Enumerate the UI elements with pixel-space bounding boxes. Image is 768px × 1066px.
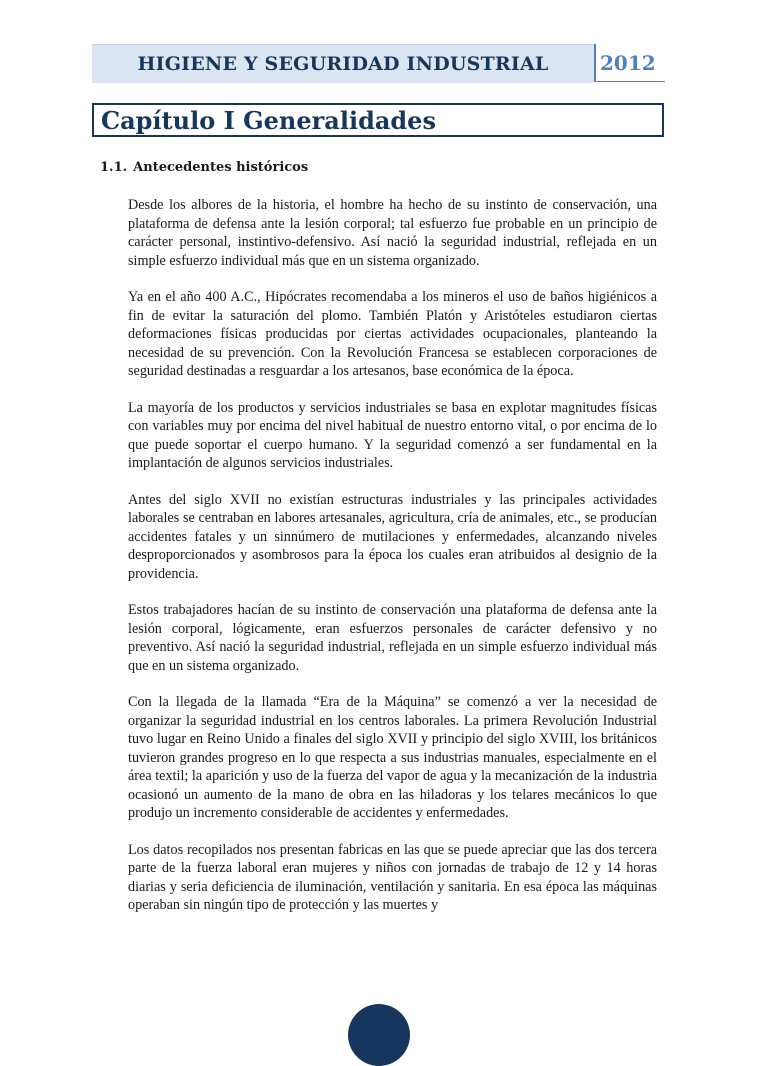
paragraph: La mayoría de los productos y servicios industriales se basa en explotar magnitudes físicas con variables muy por encima del nivel habitual de nuestro entorno vital, o por encima de lo que puede soportar el cuerpo humano. Y la seguridad comenzó a ser fundamental en la implantación de algunos servicios industriales. xyxy=(128,399,657,471)
header-rule xyxy=(596,81,665,82)
header-title-band xyxy=(92,44,594,83)
header-year: 2012 xyxy=(600,51,656,75)
section-heading xyxy=(100,160,308,175)
page-header xyxy=(92,44,665,82)
header-title: HIGIENE Y SEGURIDAD INDUSTRIAL xyxy=(137,53,549,75)
paragraph: Los datos recopilados nos presentan fabricas en las que se puede apreciar que las dos tercera parte de la fuerza laboral eran mujeres y niños con jornadas de trabajo de 12 y 14 horas diarias y seria deficiencia de iluminación, ventilación y sanitaria. En esa época las máquinas operaban sin ningún tipo de protección y las muertes y xyxy=(128,841,657,913)
section-title: Antecedentes históricos xyxy=(133,160,309,175)
header-divider xyxy=(594,44,596,82)
paragraph: Desde los albores de la historia, el hombre ha hecho de su instinto de conservación, una plataforma de defensa ante la lesión corporal; tal esfuerzo fue probable en un principio de carácter personal, instintivo-defensivo. Así nació la seguridad industrial, reflejada en un simple esfuerzo individual más que en un sistema organizado. xyxy=(128,197,657,269)
paragraph: Antes del siglo XVII no existían estructuras industriales y las principales actividades laborales se centraban en labores artesanales, agricultura, cría de animales, etc., se producían accidentes fatales y un sinnúmero de mutilaciones y enfermedades, alcanzando niveles desproporcionados y asombrosos para la época los cuales eran atribuidos al designio de la providencia. xyxy=(128,491,657,582)
chapter-title-box xyxy=(92,103,664,137)
page-number-tab xyxy=(348,1004,410,1066)
paragraph: Con la llegada de la llamada “Era de la Máquina” se comenzó a ver la necesidad de organizar la seguridad industrial en los centros laborales. La primera Revolución Industrial tuvo lugar en Reino Unido a finales del siglo XVII y principio del siglo XVIII, los británicos tuvieron grandes progreso en lo que respecta a sus industrias manuales, especialmente en el área textil; la aparición y uso de la fuerza del vapor de agua y la mecanización de la industria ocasionó un aumento de la mano de obra en las hiladoras y los telares mecánicos lo que produjo un incremento considerable de accidentes y enfermedades. xyxy=(128,694,657,821)
section-number: 1.1. xyxy=(100,160,128,175)
body-text xyxy=(128,196,657,933)
chapter-title: Capítulo I Generalidades xyxy=(101,105,436,135)
paragraph: Ya en el año 400 A.C., Hipócrates recomendaba a los mineros el uso de baños higiénicos a fin de evitar la saturación del plomo. También Platón y Aristóteles estudiaron ciertas deformaciones físicas producidas por ciertas actividades ocupacionales, planteando la necesidad de su prevención. Con la Revolución Francesa se establecen corporaciones de seguridad destinadas a resguardar a los artesanos, base económica de la época. xyxy=(128,289,657,379)
paragraph: Estos trabajadores hacían de su instinto de conservación una plataforma de defensa ante la lesión corporal, lógicamente, eran esfuerzos personales de carácter defensivo y no preventivo. Así nació la seguridad industrial, reflejada en un simple esfuerzo individual más que en un sistema organizado. xyxy=(128,602,657,674)
